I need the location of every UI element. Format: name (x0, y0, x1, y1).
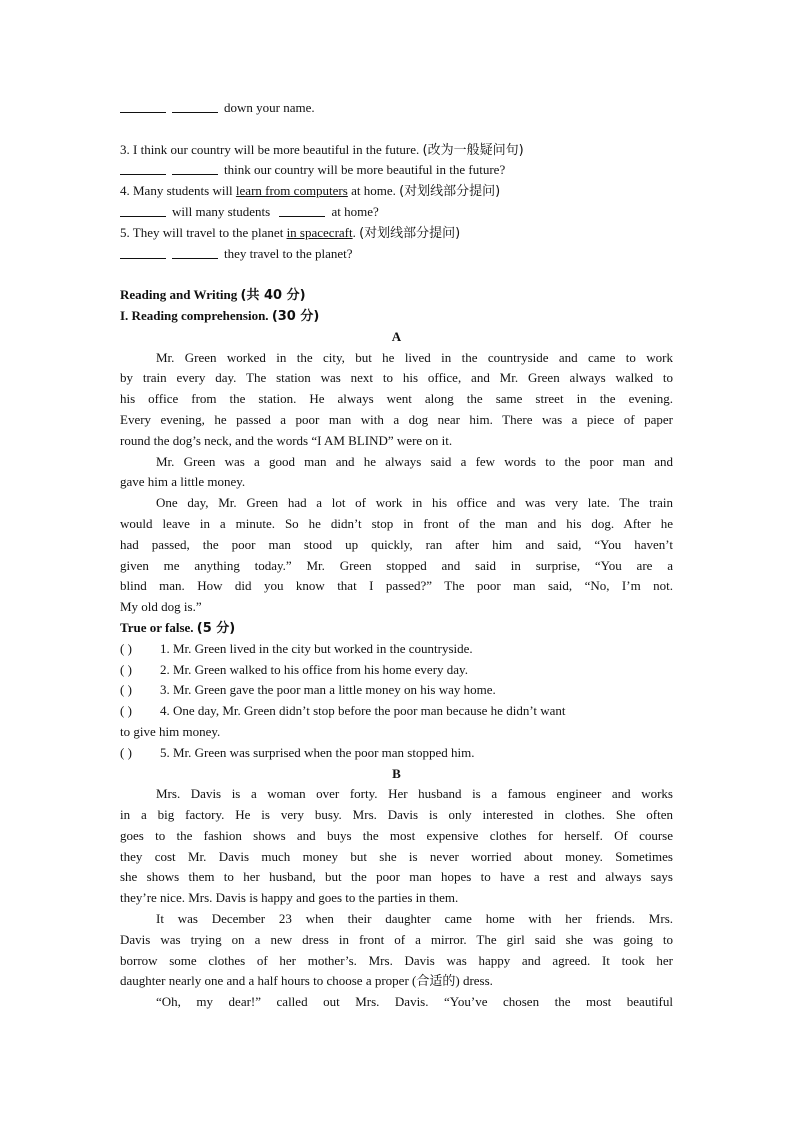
part-score: (30 分) (271, 308, 320, 324)
true-false-title: True or false. (120, 619, 194, 635)
answer-blank[interactable] (120, 246, 166, 259)
question-instruction: (对划线部分提问) (359, 225, 461, 241)
passage-line: My old dog is.” (120, 599, 202, 615)
passage-a-label: A (391, 328, 402, 344)
answer-line-5 (120, 244, 673, 265)
statement-text: 1. Mr. Green lived in the city but worked in the countryside. (160, 640, 473, 656)
statement-text: 2. Mr. Green walked to his office from his home every day. (160, 661, 468, 677)
question-text: 4. Many students will (120, 183, 236, 199)
answer-text: will many students (172, 203, 271, 219)
answer-blank[interactable] (172, 246, 218, 259)
answer-blank[interactable] (120, 100, 166, 113)
question-4 (120, 181, 673, 202)
passage-line: given me anything today.” Mr. Green stopped and said in surprise, “You are a (120, 557, 673, 573)
answer-text: they travel to the planet? (224, 245, 353, 261)
passage-line: in a big factory. He is very busy. Mrs. Davis is only interested in clothes. She often (120, 807, 673, 823)
section-title: Reading and Writing (120, 287, 238, 303)
question-instruction: (对划线部分提问) (399, 184, 501, 200)
answer-blank[interactable] (120, 204, 166, 217)
question-text: . (352, 224, 356, 240)
passage-line: daughter nearly one and a half hours to choose a proper (合适的) dress. (120, 973, 493, 989)
answer-line-2 (120, 98, 673, 119)
part-heading (120, 306, 673, 327)
answer-parentheses[interactable]: ( ) (120, 682, 132, 698)
question-instruction: (改为一般疑问句) (422, 142, 524, 158)
question-3 (120, 140, 673, 161)
question-5 (120, 223, 673, 244)
true-false-list (120, 639, 673, 764)
statement-text: 3. Mr. Green gave the poor man a little money on his way home. (160, 682, 496, 698)
passage-line: round the dog’s neck, and the words “I AM BLIND” were on it. (120, 432, 453, 448)
answer-text: at home? (331, 203, 379, 219)
true-false-item (120, 660, 673, 681)
passage-line: Davis was trying on a new dress in front of a mirror. The girl said she was going to (120, 931, 673, 947)
underlined-phrase: learn from computers (235, 183, 348, 199)
passage-b (120, 784, 673, 1013)
answer-parentheses[interactable]: ( ) (120, 661, 132, 677)
true-false-heading (120, 618, 673, 639)
passage-line: Mr. Green worked in the city, but he lived in the countryside and came to work (156, 349, 673, 365)
passage-line: she shows them to her husband, but the poor man hopes to have a rest and always says (120, 869, 673, 885)
passage-line: would leave in a minute. So he didn’t stop in front of the man and his dog. After he (120, 515, 673, 531)
true-false-item (120, 743, 673, 764)
passage-line: “Oh, my dear!” called out Mrs. Davis. “You’ve chosen the most beautiful (156, 994, 673, 1010)
question-text: 5. They will travel to the planet (120, 224, 287, 240)
answer-text: think our country will be more beautiful in the future? (224, 162, 506, 178)
answer-blank[interactable] (172, 162, 218, 175)
passage-line: blind man. How did you know that I passed?” The poor man said, “No, I’m not. (120, 578, 673, 594)
answer-parentheses[interactable]: ( ) (120, 744, 132, 760)
answer-blank[interactable] (172, 100, 218, 113)
answer-parentheses[interactable]: ( ) (120, 640, 132, 656)
true-false-item (120, 701, 673, 722)
statement-text: 4. One day, Mr. Green didn’t stop before the poor man because he didn’t want (160, 703, 566, 719)
passage-b-label: B (392, 765, 401, 781)
worksheet-content (120, 98, 673, 1013)
answer-blank[interactable] (279, 204, 325, 217)
true-false-item-continued: to give him money. (120, 723, 221, 739)
part-title: I. Reading comprehension. (120, 307, 269, 323)
passage-line: they’re nice. Mrs. Davis is happy and goes to the parties in them. (120, 890, 459, 906)
true-false-item (120, 680, 673, 701)
question-text: at home. (347, 183, 396, 199)
section-heading (120, 285, 673, 306)
true-false-score: (5 分) (196, 620, 236, 636)
passage-line: borrow some clothes of her mother’s. Mrs. Davis was happy and agreed. It took her (120, 952, 673, 968)
passage-line: they cost Mr. Davis much money but she is never worried about money. Sometimes (120, 848, 673, 864)
answer-line-3 (120, 160, 673, 181)
answer-parentheses[interactable]: ( ) (120, 703, 132, 719)
passage-line: by train every day. The station was next to his office, and Mr. Green always walked to (120, 370, 673, 386)
answer-blank[interactable] (120, 162, 166, 175)
passage-line: goes to the fashion shows and buys the most expensive clothes for herself. Of course (120, 827, 673, 843)
passage-line: gave him a little money. (120, 474, 246, 490)
passage-line: Every evening, he passed a poor man with a dog near him. There was a piece of paper (120, 411, 673, 427)
passage-line: his office from the station. He always went along the same street in the evening. (120, 391, 673, 407)
passage-line: had passed, the poor man stood up quickly, ran after him and said, “You haven’t (120, 536, 673, 552)
question-text: 3. I think our country will be more beautiful in the future. (120, 141, 420, 157)
passage-a (120, 348, 673, 618)
answer-line-4 (120, 202, 673, 223)
true-false-item (120, 639, 673, 660)
passage-line: One day, Mr. Green had a lot of work in his office and was very late. The train (156, 495, 673, 511)
section-score: (共 40 分) (240, 288, 306, 304)
passage-line: Mrs. Davis is a woman over forty. Her husband is a famous engineer and works (156, 786, 673, 802)
passage-line: Mr. Green was a good man and he always said a few words to the poor man and (156, 453, 673, 469)
underlined-phrase: in spacecraft (286, 224, 353, 240)
statement-text: 5. Mr. Green was surprised when the poor man stopped him. (160, 744, 475, 760)
passage-line: It was December 23 when their daughter came home with her friends. Mrs. (156, 911, 673, 927)
answer-text: down your name. (224, 100, 315, 115)
